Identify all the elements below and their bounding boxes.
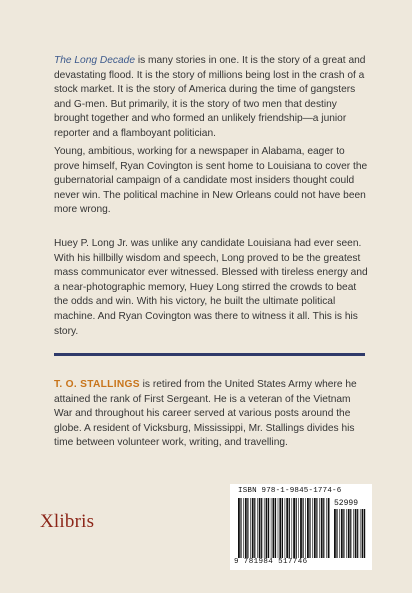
blurb-paragraph-2: Young, ambitious, working for a newspaper in Alabama, eager to prove himself, Ryan Covington is sent home to Louisiana to cover the gubernatorial campaign of a candidate most insiders thought could never win. The political machine in New Orleans could not have been more wrong. — [54, 146, 368, 216]
publisher-logo: Xlibris — [40, 511, 95, 532]
author-bio-text: is retired from the United States Army where he attained the rank of First Sergeant. He is a veteran of the Vietnam War and throughout his career served at various posts around the globe. A resident of Vicksburg, Mississippi, Mr. Stallings divides his time between volunteer work, writing, and travelling. — [54, 379, 357, 449]
isbn-label: ISBN 978-1-9845-1774-6 — [238, 487, 342, 495]
barcode-addon-bars — [334, 509, 366, 558]
blurb-paragraph-1 — [54, 54, 370, 142]
blurb-paragraph-1-text: is many stories in one. It is the story of a great and devastating flood. It is the story of millions being lost in the crash of a stock market. It is the story of America during the time of gangsters and G-men. But primarily, it is the story of two men that destiny brought together and who formed an unlikely friendship—a junior reporter and a flamboyant politician. — [54, 55, 366, 139]
barcode-main-bars — [238, 498, 330, 558]
barcode-digits: 9 781984 517746 — [234, 558, 308, 566]
isbn-barcode — [230, 484, 372, 570]
blurb-paragraph-3: Huey P. Long Jr. was unlike any candidate Louisiana had ever seen. With his hillbilly wisdom and speech, Long proved to be the greatest mass communicator ever witnessed. Blessed with tireless energy and a near-photographic memory, Huey Long stirred the crowds to beat the odds and win. With his victory, he built the ultimate political machine. And Ryan Covington was there to witness it all. This is his story. — [54, 238, 368, 337]
book-title: The Long Decade — [54, 55, 135, 66]
author-name: T. O. STALLINGS — [54, 379, 140, 390]
price-code: 52999 — [334, 499, 359, 508]
section-divider — [54, 353, 365, 356]
author-bio — [54, 378, 370, 451]
